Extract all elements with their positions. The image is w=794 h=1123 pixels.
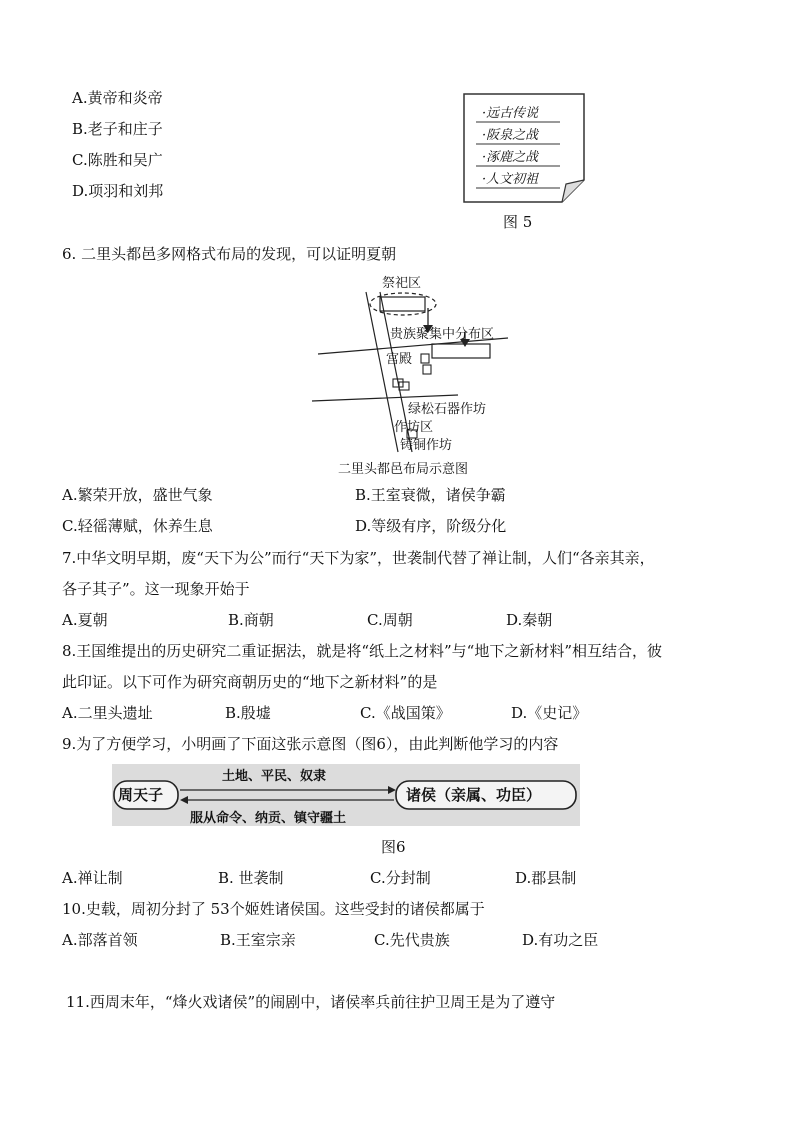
q5-option-d: D.项羽和刘邦 — [72, 182, 164, 200]
label-zhou-king: 周天子 — [118, 786, 164, 804]
label-noble-area: 贵族聚集中分布区 — [390, 327, 495, 342]
q7-option-a: A.夏朝 — [62, 611, 108, 629]
q8-stem-line-1: 8.王国维提出的历史研究二重证据法，就是将“纸上之材料”与“地下之新材料”相互结合，彼 — [62, 642, 662, 660]
label-ritual-area: 祭祀区 — [382, 276, 422, 291]
label-grants: 土地、平民、奴隶 — [222, 769, 327, 784]
label-vassals: 诸侯（亲属、功臣） — [406, 786, 542, 804]
label-bronze-workshop: 铸铜作坊 — [400, 438, 453, 453]
q10-option-d: D.有功之臣 — [522, 931, 599, 949]
q5-option-b: B.老子和庄子 — [72, 120, 163, 138]
label-obligations: 服从命令、纳贡、镇守疆土 — [190, 811, 347, 826]
q5-option-a: A.黄帝和炎帝 — [72, 89, 163, 107]
q8-option-a: A.二里头遗址 — [62, 704, 153, 722]
q5-option-c: C.陈胜和吴广 — [72, 151, 163, 169]
q8-option-b: B.殷墟 — [225, 704, 271, 722]
q7-stem-line-1: 7.中华文明早期，废“天下为公”而行“天下为家”，世袭制代替了禅让制，人们“各亲其亲， — [62, 549, 655, 567]
figure-6-caption: 图6 — [381, 838, 406, 856]
q11-stem: 11.西周末年，“烽火戏诸侯”的闹剧中，诸侯率兵前往护卫周王是为了遵守 — [66, 993, 556, 1011]
label-palace: 宫殿 — [386, 352, 413, 367]
label-workshop-area: 作坊区 — [394, 420, 434, 435]
q8-stem-line-2: 此印证。以下可作为研究商朝历史的“地下之新材料”的是 — [62, 673, 438, 691]
q10-option-a: A.部落首领 — [62, 931, 138, 949]
q9-option-c: C.分封制 — [370, 869, 431, 887]
q6-stem: 6. 二里头都邑多网格式布局的发现，可以证明夏朝 — [62, 245, 397, 263]
q8-option-d: D.《史记》 — [511, 704, 588, 722]
q7-option-d: D.秦朝 — [506, 611, 553, 629]
figure-6-diagram — [112, 764, 580, 826]
note-line-3: ·涿鹿之战 — [482, 150, 539, 165]
q9-stem: 9.为了方便学习，小明画了下面这张示意图（图6），由此判断他学习的内容 — [62, 735, 559, 753]
note-line-2: ·阪泉之战 — [482, 128, 539, 143]
q8-option-c: C.《战国策》 — [360, 704, 451, 722]
q7-option-c: C.周朝 — [367, 611, 413, 629]
map-caption: 二里头都邑布局示意图 — [338, 462, 469, 477]
q6-option-a: A.繁荣开放，盛世气象 — [62, 486, 213, 504]
note-line-4: ·人文初祖 — [482, 172, 539, 187]
erlitou-layout-map — [308, 270, 528, 455]
figure-5-caption: 图 5 — [503, 213, 533, 231]
q6-option-b: B.王室衰微，诸侯争霸 — [355, 486, 506, 504]
label-turquoise-workshop: 绿松石器作坊 — [408, 402, 487, 417]
q9-option-a: A.禅让制 — [62, 869, 123, 887]
note-line-1: ·远古传说 — [482, 106, 539, 121]
q6-option-d: D.等级有序，阶级分化 — [355, 517, 507, 535]
q6-option-c: C.轻徭薄赋，休养生息 — [62, 517, 213, 535]
q10-option-c: C.先代贵族 — [374, 931, 450, 949]
q9-option-b: B. 世袭制 — [218, 869, 284, 887]
q9-option-d: D.郡县制 — [515, 869, 577, 887]
q10-option-b: B.王室宗亲 — [220, 931, 296, 949]
q7-option-b: B.商朝 — [228, 611, 274, 629]
figure-5-note — [462, 92, 587, 204]
q10-stem: 10.史载，周初分封了 53个姬姓诸侯国。这些受封的诸侯都属于 — [62, 900, 485, 918]
q7-stem-line-2: 各子其子”。这一现象开始于 — [62, 580, 250, 598]
